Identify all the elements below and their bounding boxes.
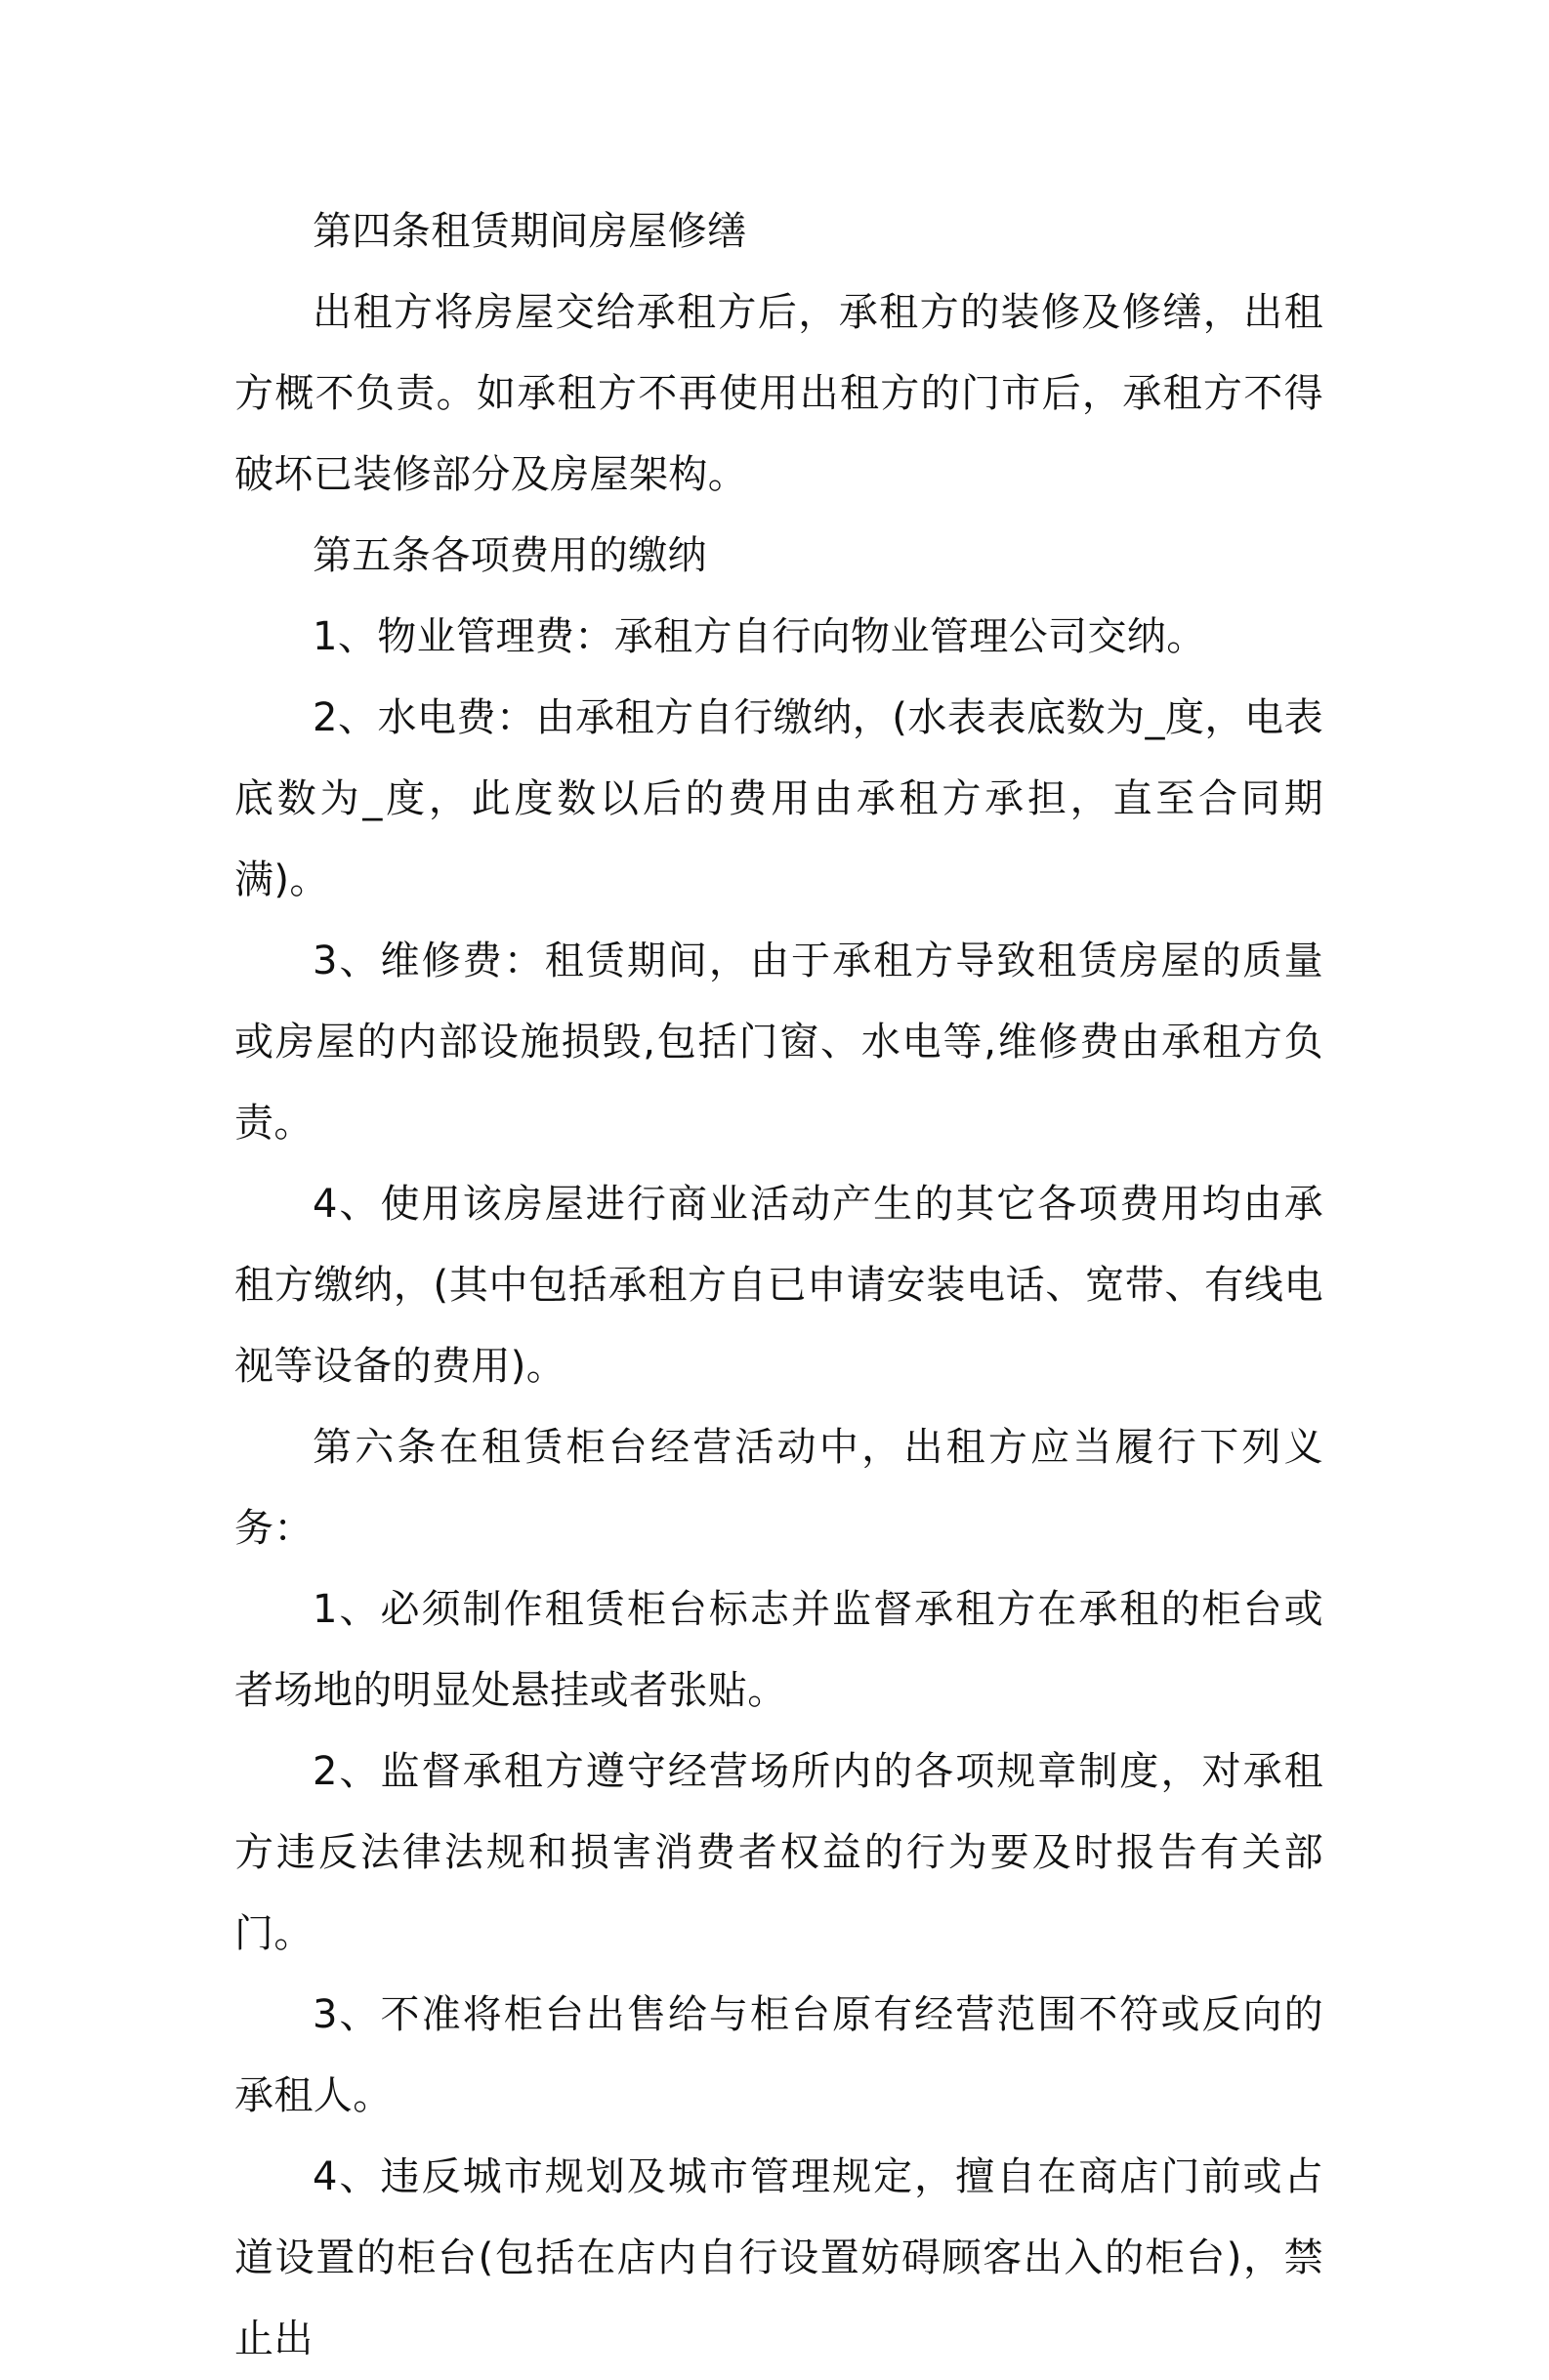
list-item: 3、不准将柜台出售给与柜台原有经营范围不符或反向的承租人。	[234, 1992, 1323, 2118]
list-item: 4、使用该房屋进行商业活动产生的其它各项费用均由承租方缴纳，(其中包括承租方自已申请安装电话、宽带、有线电视等设备的费用)。	[234, 1182, 1323, 1389]
paragraph: 出租方将房屋交给承租方后，承租方的装修及修缮，出租方概不负责。如承租方不再使用出租方的门市后，承租方不得破坏已装修部分及房屋架构。	[234, 290, 1323, 497]
list-item: 2、监督承租方遵守经营场所内的各项规章制度，对承租方违反法律法规和损害消费者权益的行为要及时报告有关部门。	[234, 1749, 1323, 1956]
section-heading-4: 第四条租赁期间房屋修缮	[313, 209, 747, 254]
list-item: 4、违反城市规划及城市管理规定，擅自在商店门前或占道设置的柜台(包括在店内自行设置妨碍顾客出入的柜台)，禁止出	[234, 2154, 1323, 2361]
list-item: 2、水电费：由承租方自行缴纳，(水表表底数为_度，电表底数为_度，此度数以后的费用由承租方承担，直至合同期满)。	[234, 695, 1323, 902]
list-item: 1、物业管理费：承租方自行向物业管理公司交纳。	[313, 614, 1206, 659]
list-item: 3、维修费：租赁期间，由于承租方导致租赁房屋的质量或房屋的内部设施损毁,包括门窗、水电等,维修费由承租方负责。	[234, 939, 1323, 1146]
section-heading-6: 第六条在租赁柜台经营活动中，出租方应当履行下列义务：	[234, 1425, 1323, 1551]
list-item: 1、必须制作租赁柜台标志并监督承租方在承租的柜台或者场地的明显处悬挂或者张贴。	[234, 1587, 1323, 1713]
section-heading-5: 第五条各项费用的缴纳	[313, 533, 707, 578]
document-page	[234, 191, 1323, 2380]
